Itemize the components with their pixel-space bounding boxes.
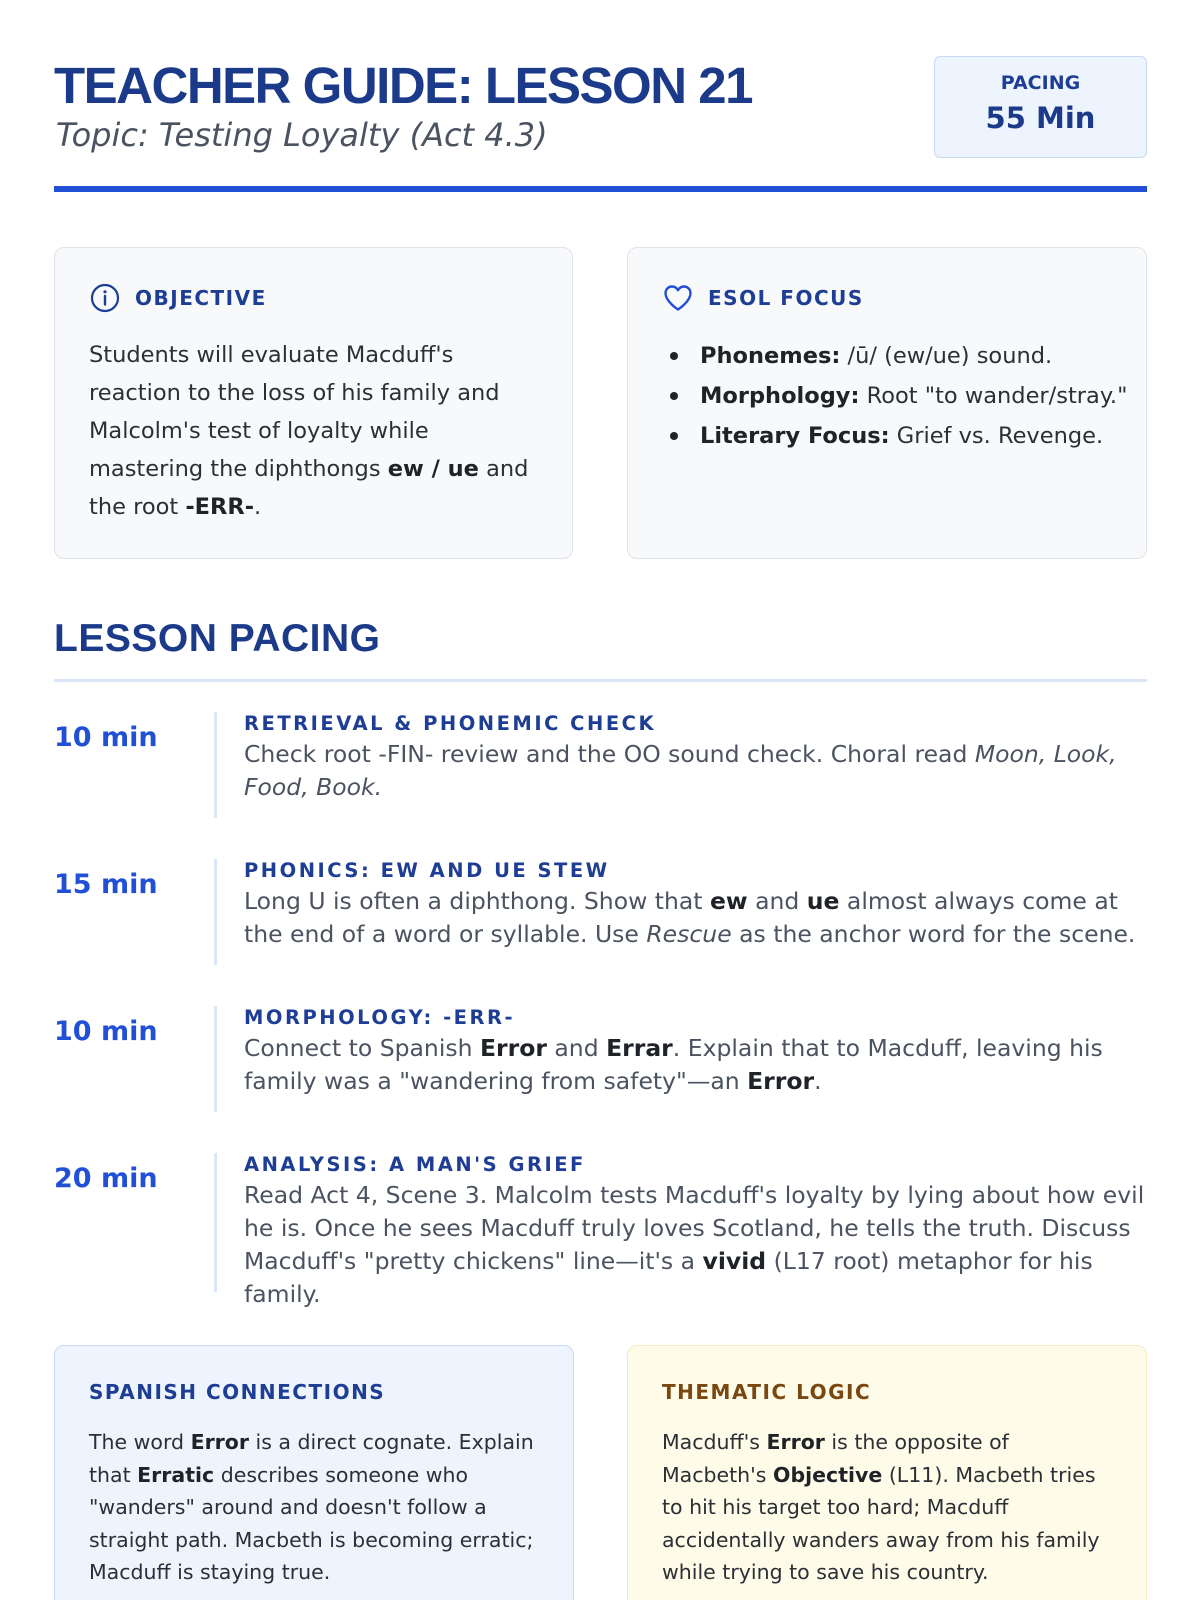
page-header xyxy=(54,54,1147,194)
row-divider xyxy=(214,1153,217,1292)
header-divider xyxy=(54,186,1147,192)
thematic-logic-title: THEMATIC LOGIC xyxy=(662,1380,872,1404)
info-icon xyxy=(89,282,121,314)
row-text: Long U is often a diphthong. Show that ew and ue almost always come at the end of a word or syllable. Use Rescue as the anchor word for the scene. xyxy=(244,887,1136,948)
pacing-row-phonics xyxy=(54,859,1147,965)
row-time: 10 min xyxy=(54,722,158,753)
section-divider xyxy=(54,679,1147,682)
list-item: Literary Focus: Grief vs. Revenge. xyxy=(668,416,1127,456)
page-title: TEACHER GUIDE: LESSON 21 xyxy=(54,57,752,114)
row-divider xyxy=(214,1006,217,1112)
esol-focus-card xyxy=(627,247,1147,559)
row-time: 10 min xyxy=(54,1016,158,1047)
row-divider xyxy=(214,859,217,965)
row-heading: MORPHOLOGY: -ERR- xyxy=(244,1006,516,1029)
pacing-row-analysis xyxy=(54,1153,1147,1308)
heart-icon xyxy=(662,282,694,314)
thematic-logic-card xyxy=(627,1345,1147,1600)
row-divider xyxy=(214,712,217,818)
list-item: Morphology: Root "to wander/stray." xyxy=(668,376,1127,416)
spanish-connections-text: The word Error is a direct cognate. Explain that Erratic describes someone who "wanders" around and doesn't follow a straight path. Macbeth is becoming erratic; Macduff is staying true. xyxy=(89,1430,534,1584)
pacing-row-retrieval xyxy=(54,712,1147,818)
pacing-row-morphology xyxy=(54,1006,1147,1112)
pacing-label: PACING xyxy=(1000,72,1081,94)
row-heading: RETRIEVAL & PHONEMIC CHECK xyxy=(244,712,657,735)
list-item: Phonemes: /ū/ (ew/ue) sound. xyxy=(668,336,1127,376)
row-time: 15 min xyxy=(54,869,158,900)
objective-header xyxy=(89,282,267,314)
row-heading: ANALYSIS: A MAN'S GRIEF xyxy=(244,1153,586,1176)
row-text: Check root -FIN- review and the OO sound check. Choral read Moon, Look, Food, Book. xyxy=(244,740,1117,801)
objective-text: Students will evaluate Macduff's reaction to the loss of his family and Malcolm's test of loyalty while mastering the diphthongs ew / ue and the root -ERR-. xyxy=(89,342,529,520)
spanish-connections-title: SPANISH CONNECTIONS xyxy=(89,1380,386,1404)
objective-card xyxy=(54,247,573,559)
esol-header xyxy=(662,282,864,314)
row-text: Connect to Spanish Error and Errar. Explain that to Macduff, leaving his family was a "wandering from safety"—an Error. xyxy=(244,1034,1103,1095)
thematic-logic-text: Macduff's Error is the opposite of Macbeth's Objective (L11). Macbeth tries to hit his target too hard; Macduff accidentally wanders away from his family while trying to save his country. xyxy=(662,1430,1100,1584)
row-heading: PHONICS: EW AND UE STEW xyxy=(244,859,610,882)
spanish-connections-card xyxy=(54,1345,574,1600)
row-time: 20 min xyxy=(54,1163,158,1194)
row-text: Read Act 4, Scene 3. Malcolm tests Macduff's loyalty by lying about how evil he is. Once he sees Macduff truly loves Scotland, he tells the truth. Discuss Macduff's "pretty chickens" line—it's a vivid (L17 root) metaphor for his family. xyxy=(244,1181,1145,1308)
page-topic: Topic: Testing Loyalty (Act 4.3) xyxy=(56,116,548,154)
esol-list xyxy=(668,336,1127,456)
pacing-badge xyxy=(934,56,1147,158)
objective-title: OBJECTIVE xyxy=(135,286,267,310)
lesson-pacing-title: LESSON PACING xyxy=(54,617,381,660)
esol-title: ESOL FOCUS xyxy=(708,286,864,310)
pacing-value: 55 Min xyxy=(985,101,1096,135)
